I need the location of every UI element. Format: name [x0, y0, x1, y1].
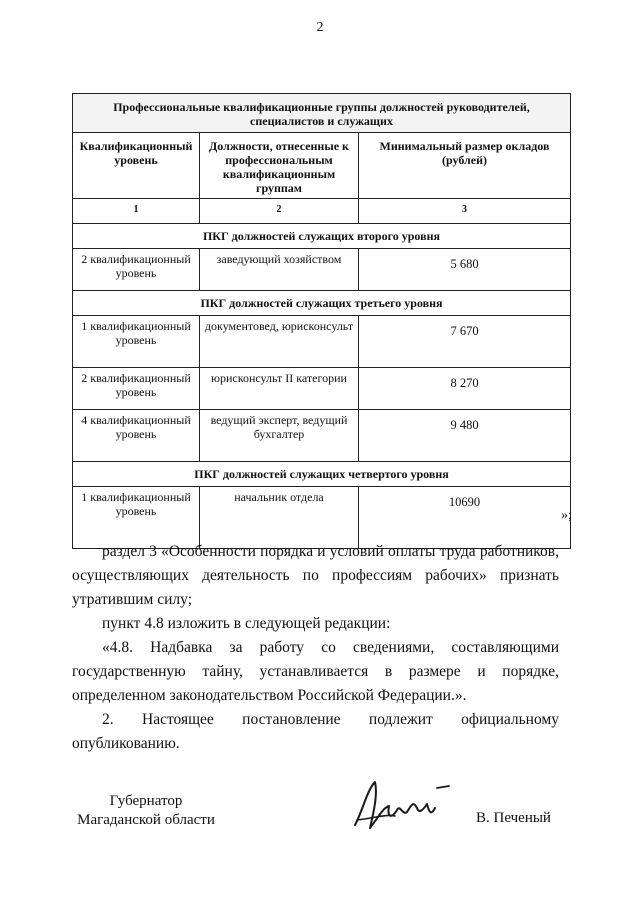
signatory-title: Губернатор Магаданской области — [77, 793, 215, 828]
salary-value: 5 680 — [359, 249, 571, 291]
salary-value: 10690 — [359, 487, 571, 549]
qualification-level: 2 квалификационный уровень — [73, 368, 200, 410]
column-header-level: Квалификационный уровень — [73, 133, 200, 199]
position-name: ведущий эксперт, ведущий бухгалтер — [200, 410, 359, 462]
qualification-level: 4 квалификационный уровень — [73, 410, 200, 462]
column-number: 2 — [200, 199, 359, 224]
section-title: ПКГ должностей служащих третьего уровня — [73, 291, 571, 316]
salary-value: 9 480 — [359, 410, 571, 462]
qualification-level: 1 квалификационный уровень — [73, 487, 200, 549]
paragraph-section3: раздел 3 «Особенности порядка и условий оплаты труда работников, осуществляющих деятельность по профессиям рабочих» признать утратившим силу; — [72, 543, 559, 608]
salary-value: 8 270 — [359, 368, 571, 410]
table-group-title: Профессиональные квалификационные группы должностей руководителей, специалистов и служащих — [73, 94, 571, 133]
paragraph-point48-intro: пункт 4.8 изложить в следующей редакции: — [102, 615, 391, 632]
position-name: юрисконсульт II категории — [200, 368, 359, 410]
table-row — [73, 249, 571, 291]
table-closing-mark: »; — [561, 508, 572, 523]
column-header-salary: Минимальный размер окладов (рублей) — [359, 133, 571, 199]
paragraph-publication: 2. Настоящее постановление подлежит официальному опубликованию. — [72, 711, 559, 752]
position-name: начальник отдела — [200, 487, 359, 549]
signatory-name: В. Печеный — [476, 810, 551, 826]
salary-value: 7 670 — [359, 316, 571, 368]
table-row — [73, 368, 571, 410]
salary-table — [72, 93, 571, 549]
position-name: документовед, юрисконсульт — [200, 316, 359, 368]
column-header-positions: Должности, отнесенные к профессиональным квалификационным группам — [200, 133, 359, 199]
column-number: 3 — [359, 199, 571, 224]
section-title: ПКГ должностей служащих второго уровня — [73, 224, 571, 249]
qualification-level: 2 квалификационный уровень — [73, 249, 200, 291]
table-row — [73, 316, 571, 368]
column-number: 1 — [73, 199, 200, 224]
paragraph-point48-text: «4.8. Надбавка за работу со сведениями, составляющими государственную тайну, устанавливается в размере и порядке, определенном законодательством Российской Федерации.». — [72, 639, 559, 704]
position-name: заведующий хозяйством — [200, 249, 359, 291]
section-title: ПКГ должностей служащих четвертого уровня — [73, 462, 571, 487]
handwritten-signature — [345, 770, 455, 840]
table-row — [73, 410, 571, 462]
qualification-level: 1 квалификационный уровень — [73, 316, 200, 368]
page-number: 2 — [316, 20, 324, 35]
